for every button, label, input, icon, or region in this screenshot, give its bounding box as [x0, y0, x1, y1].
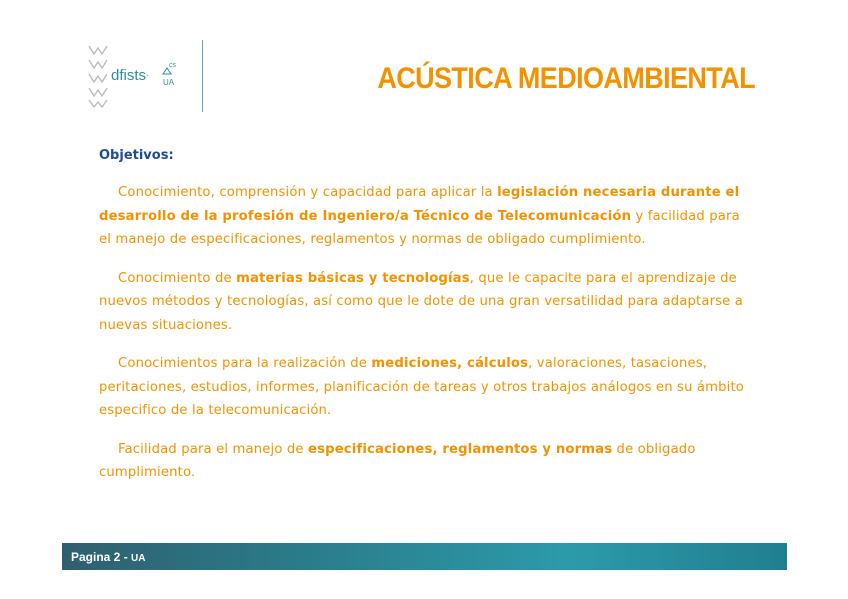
paragraph-text: de obligado cumplimiento. — [99, 441, 696, 480]
paragraph-text: Conocimiento de — [118, 270, 237, 286]
paragraph-text: Conocimiento, comprensión y capacidad para aplicar la — [118, 185, 498, 200]
logo-sup-text: cs — [169, 62, 176, 69]
logo-wordmark — [111, 67, 149, 84]
footer-ua-label: UA — [131, 553, 146, 564]
paragraph-text: Facilidad para el manejo de — [118, 441, 309, 457]
logo-dot: · — [146, 70, 150, 81]
objective-paragraph — [99, 181, 749, 252]
logo-triangle-icon — [162, 67, 172, 75]
www-logo-icon — [86, 42, 110, 108]
objectives-heading: Objetivos: — [99, 148, 174, 163]
slide-title: ACÚSTICA MEDIOAMBIENTAL — [377, 62, 755, 95]
logo-ua-mark — [162, 62, 184, 87]
objective-paragraph — [99, 352, 749, 423]
paragraph-text: , valoraciones, tasaciones, peritaciones, estudios, informes, planificación de tareas y otros trabajos análogos en su ámbito especifico de la telecomunicación. — [99, 356, 745, 418]
slide-content — [99, 148, 749, 500]
paragraph-highlight: especificaciones, reglamentos y normas — [308, 441, 613, 457]
paragraph-highlight: legislación necesaria durante el desarrollo de la profesión de Ingeniero/a Técnico de Telecomunicación — [99, 185, 740, 224]
objective-paragraph — [99, 438, 749, 485]
logo-sub-text: UA — [163, 78, 175, 87]
paragraph-text: Conocimientos para la realización de — [118, 356, 372, 371]
page-number — [71, 550, 145, 564]
footer-bar — [62, 543, 787, 570]
paragraph-highlight: mediciones, cálculos — [371, 356, 529, 371]
logo-divider — [202, 40, 203, 112]
paragraph-highlight: materias básicas y tecnologías — [236, 270, 470, 286]
logo-text: dfists — [111, 67, 147, 84]
paragraph-text: y facilidad para el manejo de especificaciones, reglamentos y normas de obligado cumplimiento. — [99, 208, 740, 247]
paragraph-text: , que le capacite para el aprendizaje de nuevos métodos y tecnologías, así como que le dote de una gran versatilidad para adaptarse a nuevas situaciones. — [99, 270, 744, 333]
page-label: Pagina 2 - — [71, 550, 132, 564]
objective-paragraph — [99, 267, 749, 338]
dfists-ua-logo — [86, 40, 206, 112]
